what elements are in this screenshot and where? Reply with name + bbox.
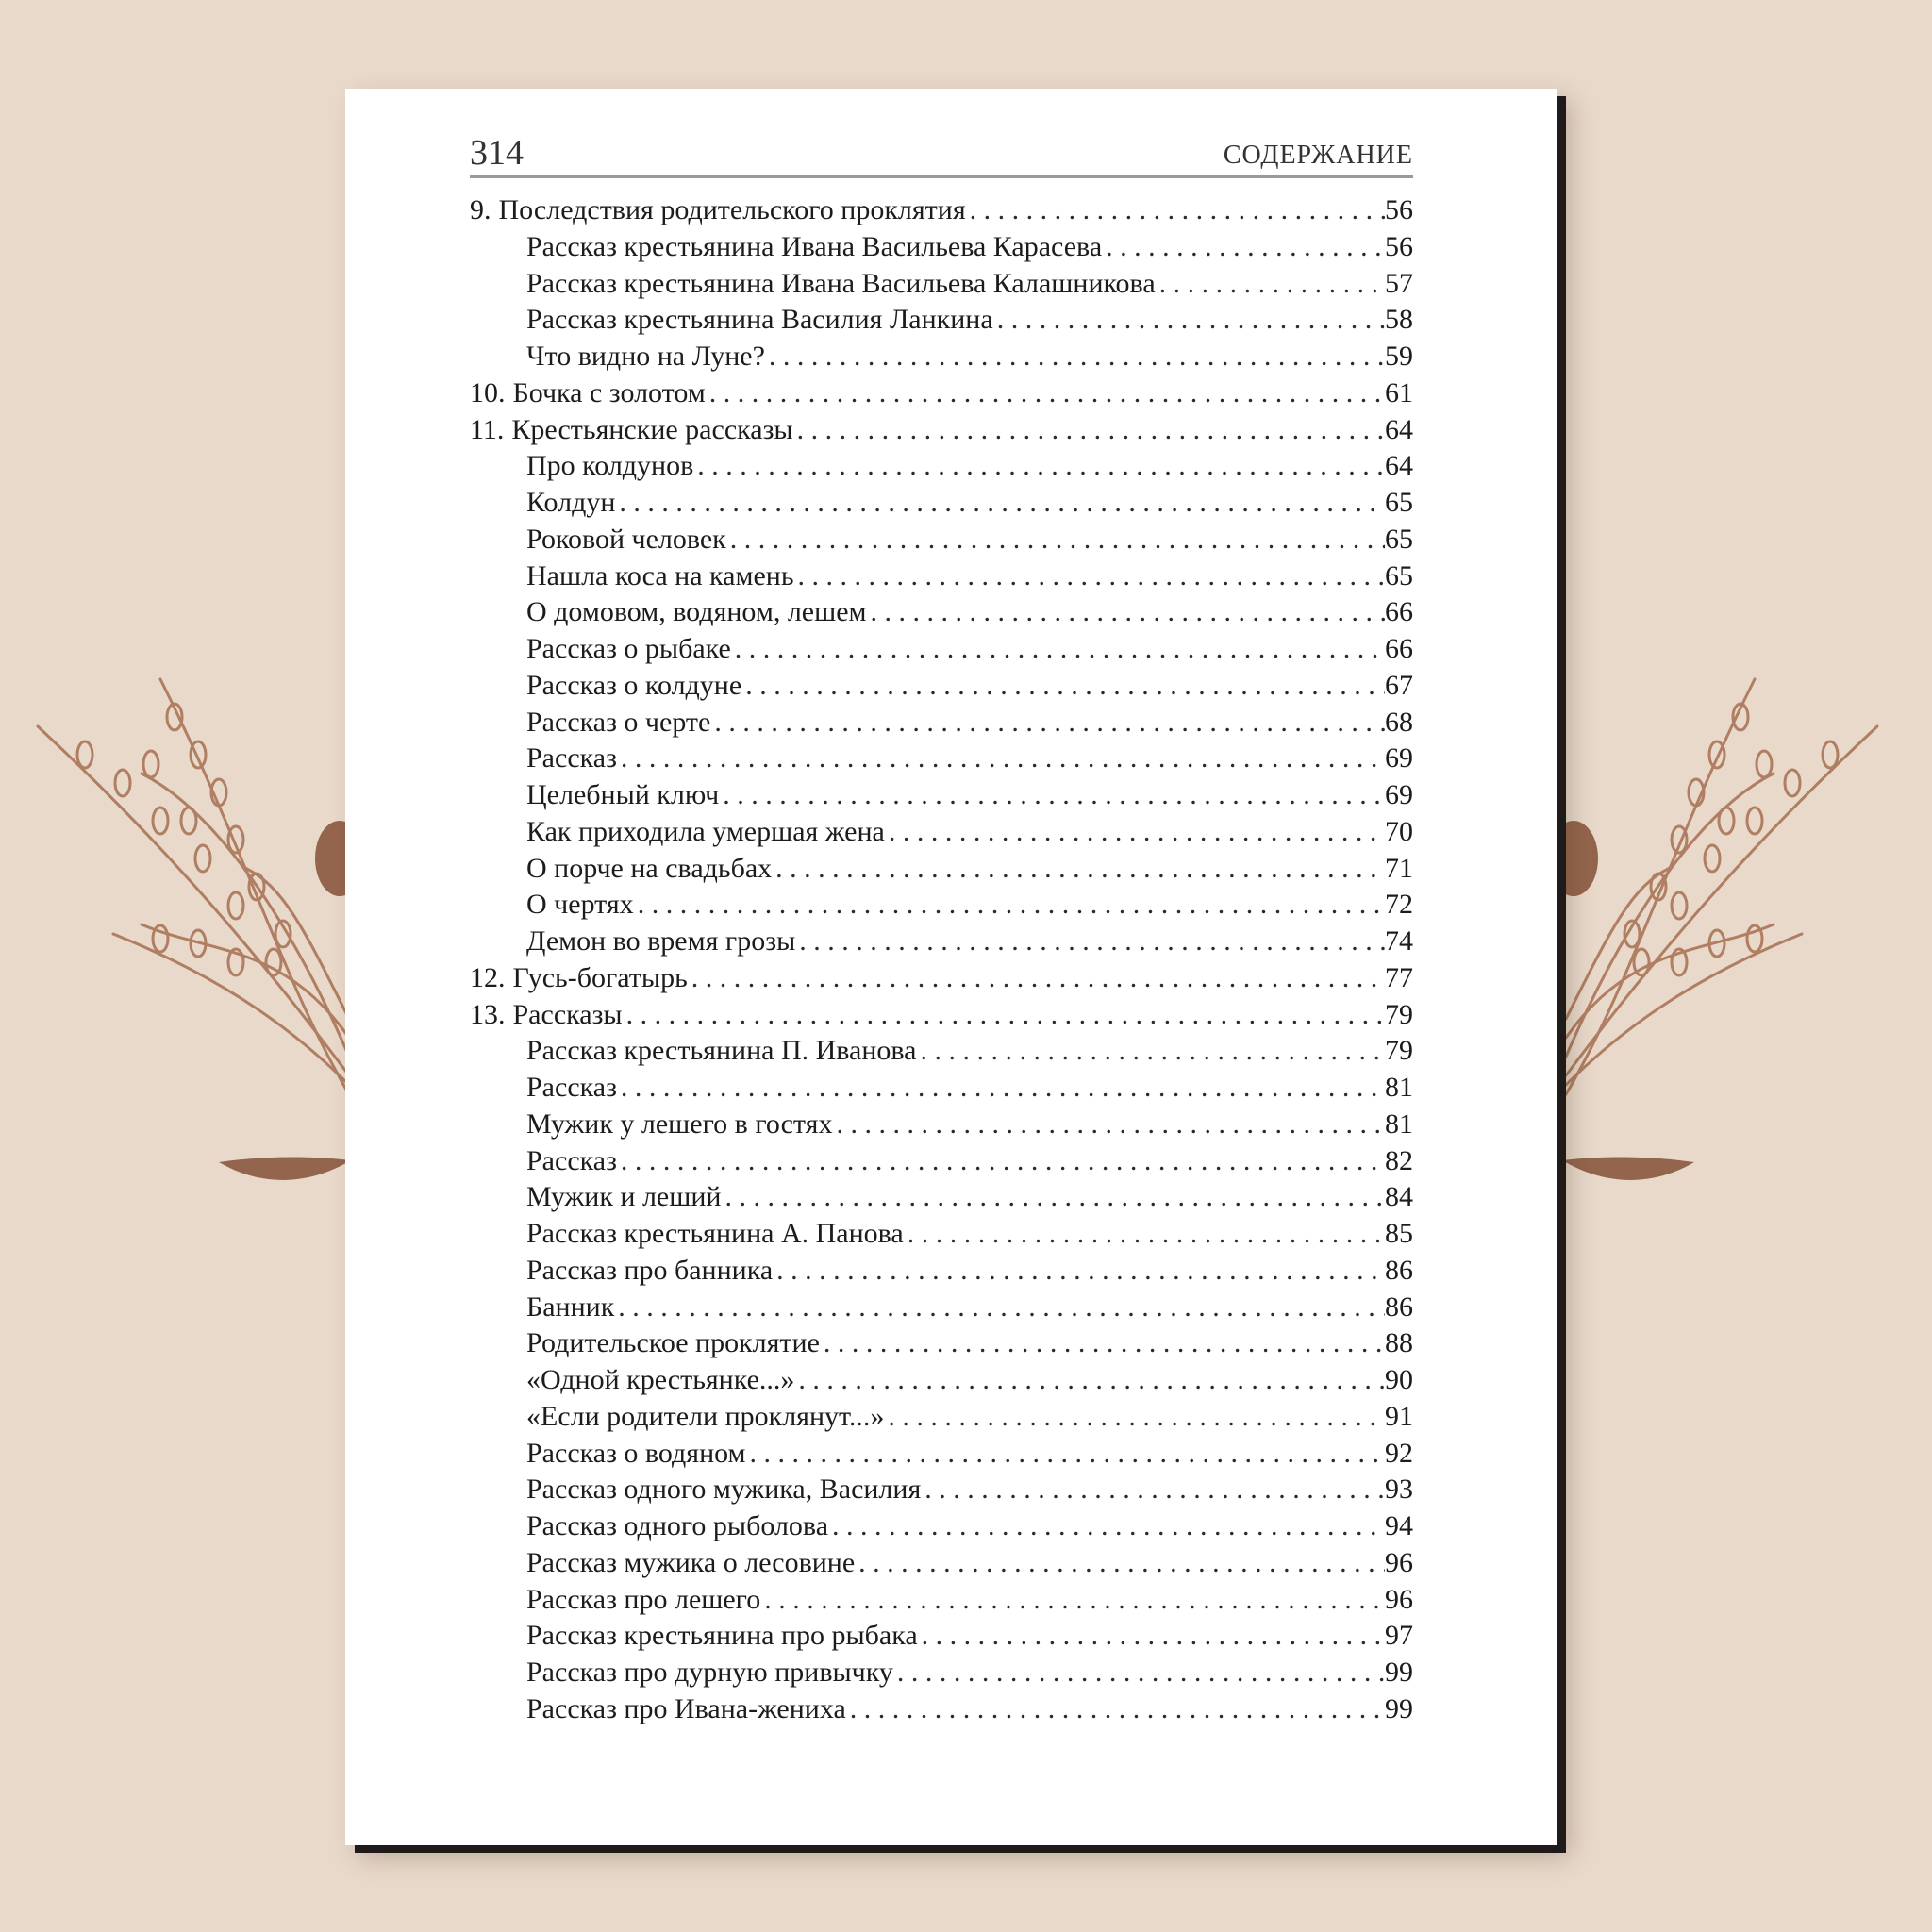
dot-leader	[867, 594, 1385, 631]
dot-leader	[832, 1107, 1385, 1143]
toc-entry-page: 70	[1385, 815, 1413, 847]
toc-entry-page: 61	[1385, 376, 1413, 408]
dot-leader	[793, 412, 1385, 449]
toc-entry-title: Рассказ крестьянина П. Иванова	[526, 1035, 917, 1067]
toc-entry-title: Рассказ крестьянина про рыбака	[526, 1620, 918, 1652]
toc-entry-title: О чертях	[526, 889, 634, 921]
toc-entry-title: Роковой человек	[526, 523, 726, 555]
toc-subentry	[470, 705, 1413, 741]
dot-leader	[795, 924, 1385, 960]
toc-entry-title: «Если родители проклянут...»	[526, 1400, 885, 1432]
toc-entry-title: Рассказ о черте	[526, 706, 711, 738]
dot-leader	[615, 485, 1385, 522]
toc-subentry	[470, 522, 1413, 558]
toc-entry-title: Рассказ крестьянина Ивана Васильева Карасева	[526, 230, 1103, 262]
toc-entry-page: 81	[1385, 1108, 1413, 1140]
toc-entry-number: 12.	[470, 961, 506, 993]
toc-entry-page: 68	[1385, 706, 1413, 738]
dot-leader	[721, 1179, 1385, 1216]
toc-chapter-entry	[470, 375, 1413, 412]
toc-entry-title: Целебный ключ	[526, 779, 720, 810]
toc-entry-page: 99	[1385, 1692, 1413, 1724]
toc-entry-page: 58	[1385, 304, 1413, 336]
dot-leader	[688, 960, 1385, 997]
toc-subentry	[470, 1107, 1413, 1143]
toc-subentry	[470, 339, 1413, 375]
toc-entry-title: Мужик и леший	[526, 1181, 722, 1213]
toc-subentry	[470, 1362, 1413, 1399]
dot-leader	[820, 1325, 1385, 1362]
toc-entry-title: Рассказы	[512, 998, 623, 1030]
page-header	[470, 130, 1413, 178]
dot-leader	[617, 1070, 1385, 1107]
toc-entry-title: Рассказ про дурную привычку	[526, 1657, 893, 1688]
dot-leader	[741, 668, 1385, 705]
toc-entry-page: 94	[1385, 1510, 1413, 1541]
toc-entry-page: 79	[1385, 998, 1413, 1030]
toc-entry-title: Рассказ одного мужика, Василия	[526, 1474, 922, 1506]
toc-entry-title: Родительское проклятие	[526, 1327, 820, 1359]
toc-entry-title: Рассказ	[526, 1072, 617, 1103]
dot-leader	[634, 887, 1385, 924]
toc-entry-page: 65	[1385, 559, 1413, 591]
dot-leader	[710, 705, 1385, 741]
dot-leader	[617, 741, 1385, 777]
toc-subentry	[470, 1508, 1413, 1545]
dot-leader	[719, 777, 1385, 814]
toc-subentry	[470, 1290, 1413, 1326]
toc-entry-page: 86	[1385, 1254, 1413, 1286]
right-willow-branch	[1549, 679, 1877, 1180]
toc-subentry	[470, 1399, 1413, 1436]
toc-entry-title: Последствия родительского проклятия	[498, 194, 966, 225]
toc-entry-title: Гусь-богатырь	[512, 961, 688, 993]
toc-entry-title: Рассказ о рыбаке	[526, 633, 731, 664]
toc-entry-page: 86	[1385, 1291, 1413, 1323]
toc-subentry	[470, 1216, 1413, 1253]
toc-entry-title: О порче на свадьбах	[526, 852, 773, 884]
toc-subentry	[470, 1472, 1413, 1508]
toc-entry-title: Нашла коса на камень	[526, 559, 794, 591]
toc-entry-page: 97	[1385, 1620, 1413, 1652]
dot-leader	[993, 302, 1385, 339]
dot-leader	[693, 448, 1385, 485]
toc-entry-title: Рассказ о водяном	[526, 1437, 746, 1469]
toc-entry-page: 81	[1385, 1072, 1413, 1103]
left-willow-branch	[38, 679, 364, 1180]
toc-entry-title: Рассказ мужика о лесовине	[526, 1546, 856, 1578]
toc-entry-page: 72	[1385, 889, 1413, 921]
toc-entry-title: Мужик у лешего в гостях	[526, 1108, 833, 1140]
book-page	[345, 89, 1557, 1845]
dot-leader	[884, 1399, 1385, 1436]
toc-entry-number: 13.	[470, 998, 506, 1030]
toc-entry-page: 69	[1385, 779, 1413, 810]
toc-entry-title: Рассказ крестьянина Василия Ланкина	[526, 304, 993, 336]
toc-entry-title: Рассказ про лешего	[526, 1583, 761, 1615]
toc-entry-page: 56	[1385, 230, 1413, 262]
toc-subentry	[470, 1691, 1413, 1728]
dot-leader	[921, 1472, 1385, 1508]
dot-leader	[794, 1362, 1385, 1399]
dot-leader	[706, 375, 1385, 412]
toc-entry-title: Рассказ одного рыболова	[526, 1510, 829, 1541]
toc-entry-page: 79	[1385, 1035, 1413, 1067]
toc-entry-title: Рассказ про Ивана-жениха	[526, 1692, 846, 1724]
toc-subentry	[470, 1325, 1413, 1362]
toc-entry-title: Про колдунов	[526, 450, 694, 482]
toc-entry-title: Что видно на Луне?	[526, 341, 765, 372]
toc-entry-page: 74	[1385, 925, 1413, 957]
toc-entry-page: 66	[1385, 633, 1413, 664]
dot-leader	[614, 1290, 1385, 1326]
section-title: СОДЕРЖАНИЕ	[1223, 141, 1413, 170]
toc-subentry	[470, 594, 1413, 631]
toc-entry-page: 85	[1385, 1218, 1413, 1249]
toc-entry-title: Крестьянские рассказы	[511, 413, 793, 445]
toc-subentry	[470, 1582, 1413, 1619]
dot-leader	[828, 1508, 1385, 1545]
toc-entry-page: 56	[1385, 194, 1413, 225]
toc-subentry	[470, 814, 1413, 851]
dot-leader	[731, 631, 1385, 668]
toc-entry-page: 91	[1385, 1400, 1413, 1432]
toc-entry-page: 57	[1385, 267, 1413, 299]
dot-leader	[760, 1582, 1385, 1619]
dot-leader	[904, 1216, 1385, 1253]
toc-entry-title: Рассказ о колдуне	[526, 669, 742, 701]
toc-entry-title: О домовом, водяном, лешем	[526, 596, 867, 628]
toc-subentry	[470, 924, 1413, 960]
toc-entry-title: Рассказ про банника	[526, 1254, 774, 1286]
toc-entry-title: Как приходила умершая жена	[526, 815, 885, 847]
toc-entry-page: 59	[1385, 341, 1413, 372]
toc-chapter-entry	[470, 960, 1413, 997]
toc-entry-number: 11.	[470, 413, 505, 445]
toc-entry-page: 96	[1385, 1583, 1413, 1615]
toc-entry-title: Рассказ крестьянина Ивана Васильева Калашникова	[526, 267, 1156, 299]
toc-entry-page: 96	[1385, 1546, 1413, 1578]
dot-leader	[746, 1436, 1385, 1473]
toc-subentry	[470, 741, 1413, 777]
dot-leader	[794, 558, 1385, 595]
toc-chapter-entry	[470, 412, 1413, 449]
toc-entry-page: 99	[1385, 1657, 1413, 1688]
dot-leader	[765, 339, 1385, 375]
toc-subentry	[470, 851, 1413, 888]
toc-entry-page: 88	[1385, 1327, 1413, 1359]
dot-leader	[855, 1545, 1385, 1582]
toc-subentry	[470, 1253, 1413, 1290]
toc-subentry	[470, 1545, 1413, 1582]
toc-entry-page: 92	[1385, 1437, 1413, 1469]
toc-subentry	[470, 1070, 1413, 1107]
dot-leader	[966, 192, 1385, 229]
toc-entry-page: 84	[1385, 1181, 1413, 1213]
toc-subentry	[470, 887, 1413, 924]
toc-entry-title: Рассказ	[526, 1144, 617, 1176]
toc-subentry	[470, 1618, 1413, 1655]
toc-entry-page: 66	[1385, 596, 1413, 628]
toc-subentry	[470, 668, 1413, 705]
toc-subentry	[470, 266, 1413, 303]
toc-chapter-entry	[470, 997, 1413, 1034]
dot-leader	[918, 1618, 1385, 1655]
dot-leader	[893, 1655, 1385, 1691]
toc-entry-page: 64	[1385, 450, 1413, 482]
toc-subentry	[470, 448, 1413, 485]
toc-entry-page: 69	[1385, 742, 1413, 774]
toc-entry-page: 93	[1385, 1474, 1413, 1506]
page-number: 314	[470, 133, 524, 173]
toc-subentry	[470, 1655, 1413, 1691]
toc-subentry	[470, 302, 1413, 339]
toc-entry-page: 65	[1385, 487, 1413, 518]
dot-leader	[917, 1033, 1386, 1070]
dot-leader	[885, 814, 1385, 851]
toc-subentry	[470, 1143, 1413, 1180]
toc-entry-page: 82	[1385, 1144, 1413, 1176]
toc-entry-number: 10.	[470, 376, 506, 408]
toc-subentry	[470, 485, 1413, 522]
dot-leader	[772, 851, 1385, 888]
toc-entry-title: «Одной крестьянке...»	[526, 1364, 795, 1395]
toc-subentry	[470, 777, 1413, 814]
dot-leader	[1156, 266, 1385, 303]
toc-subentry	[470, 631, 1413, 668]
toc-entry-page: 64	[1385, 413, 1413, 445]
dot-leader	[1102, 229, 1385, 266]
toc-entry-title: Банник	[526, 1291, 615, 1323]
toc-subentry	[470, 229, 1413, 266]
toc-entry-page: 90	[1385, 1364, 1413, 1395]
toc-chapter-entry	[470, 192, 1413, 229]
toc-entry-page: 77	[1385, 961, 1413, 993]
toc-entry-title: Бочка с золотом	[512, 376, 706, 408]
toc-entry-title: Рассказ	[526, 742, 617, 774]
dot-leader	[623, 997, 1385, 1034]
toc-entry-page: 65	[1385, 523, 1413, 555]
toc-entry-page: 71	[1385, 852, 1413, 884]
toc-entry-title: Колдун	[526, 487, 616, 518]
dot-leader	[846, 1691, 1385, 1728]
toc-subentry	[470, 1033, 1413, 1070]
toc-entry-number: 9.	[470, 194, 491, 225]
toc-subentry	[470, 1179, 1413, 1216]
dot-leader	[773, 1253, 1385, 1290]
toc-subentry	[470, 558, 1413, 595]
toc-entry-title: Демон во время грозы	[526, 925, 796, 957]
table-of-contents	[470, 192, 1413, 1728]
toc-entry-page: 67	[1385, 669, 1413, 701]
dot-leader	[617, 1143, 1385, 1180]
toc-subentry	[470, 1436, 1413, 1473]
dot-leader	[726, 522, 1385, 558]
toc-entry-title: Рассказ крестьянина А. Панова	[526, 1218, 904, 1249]
